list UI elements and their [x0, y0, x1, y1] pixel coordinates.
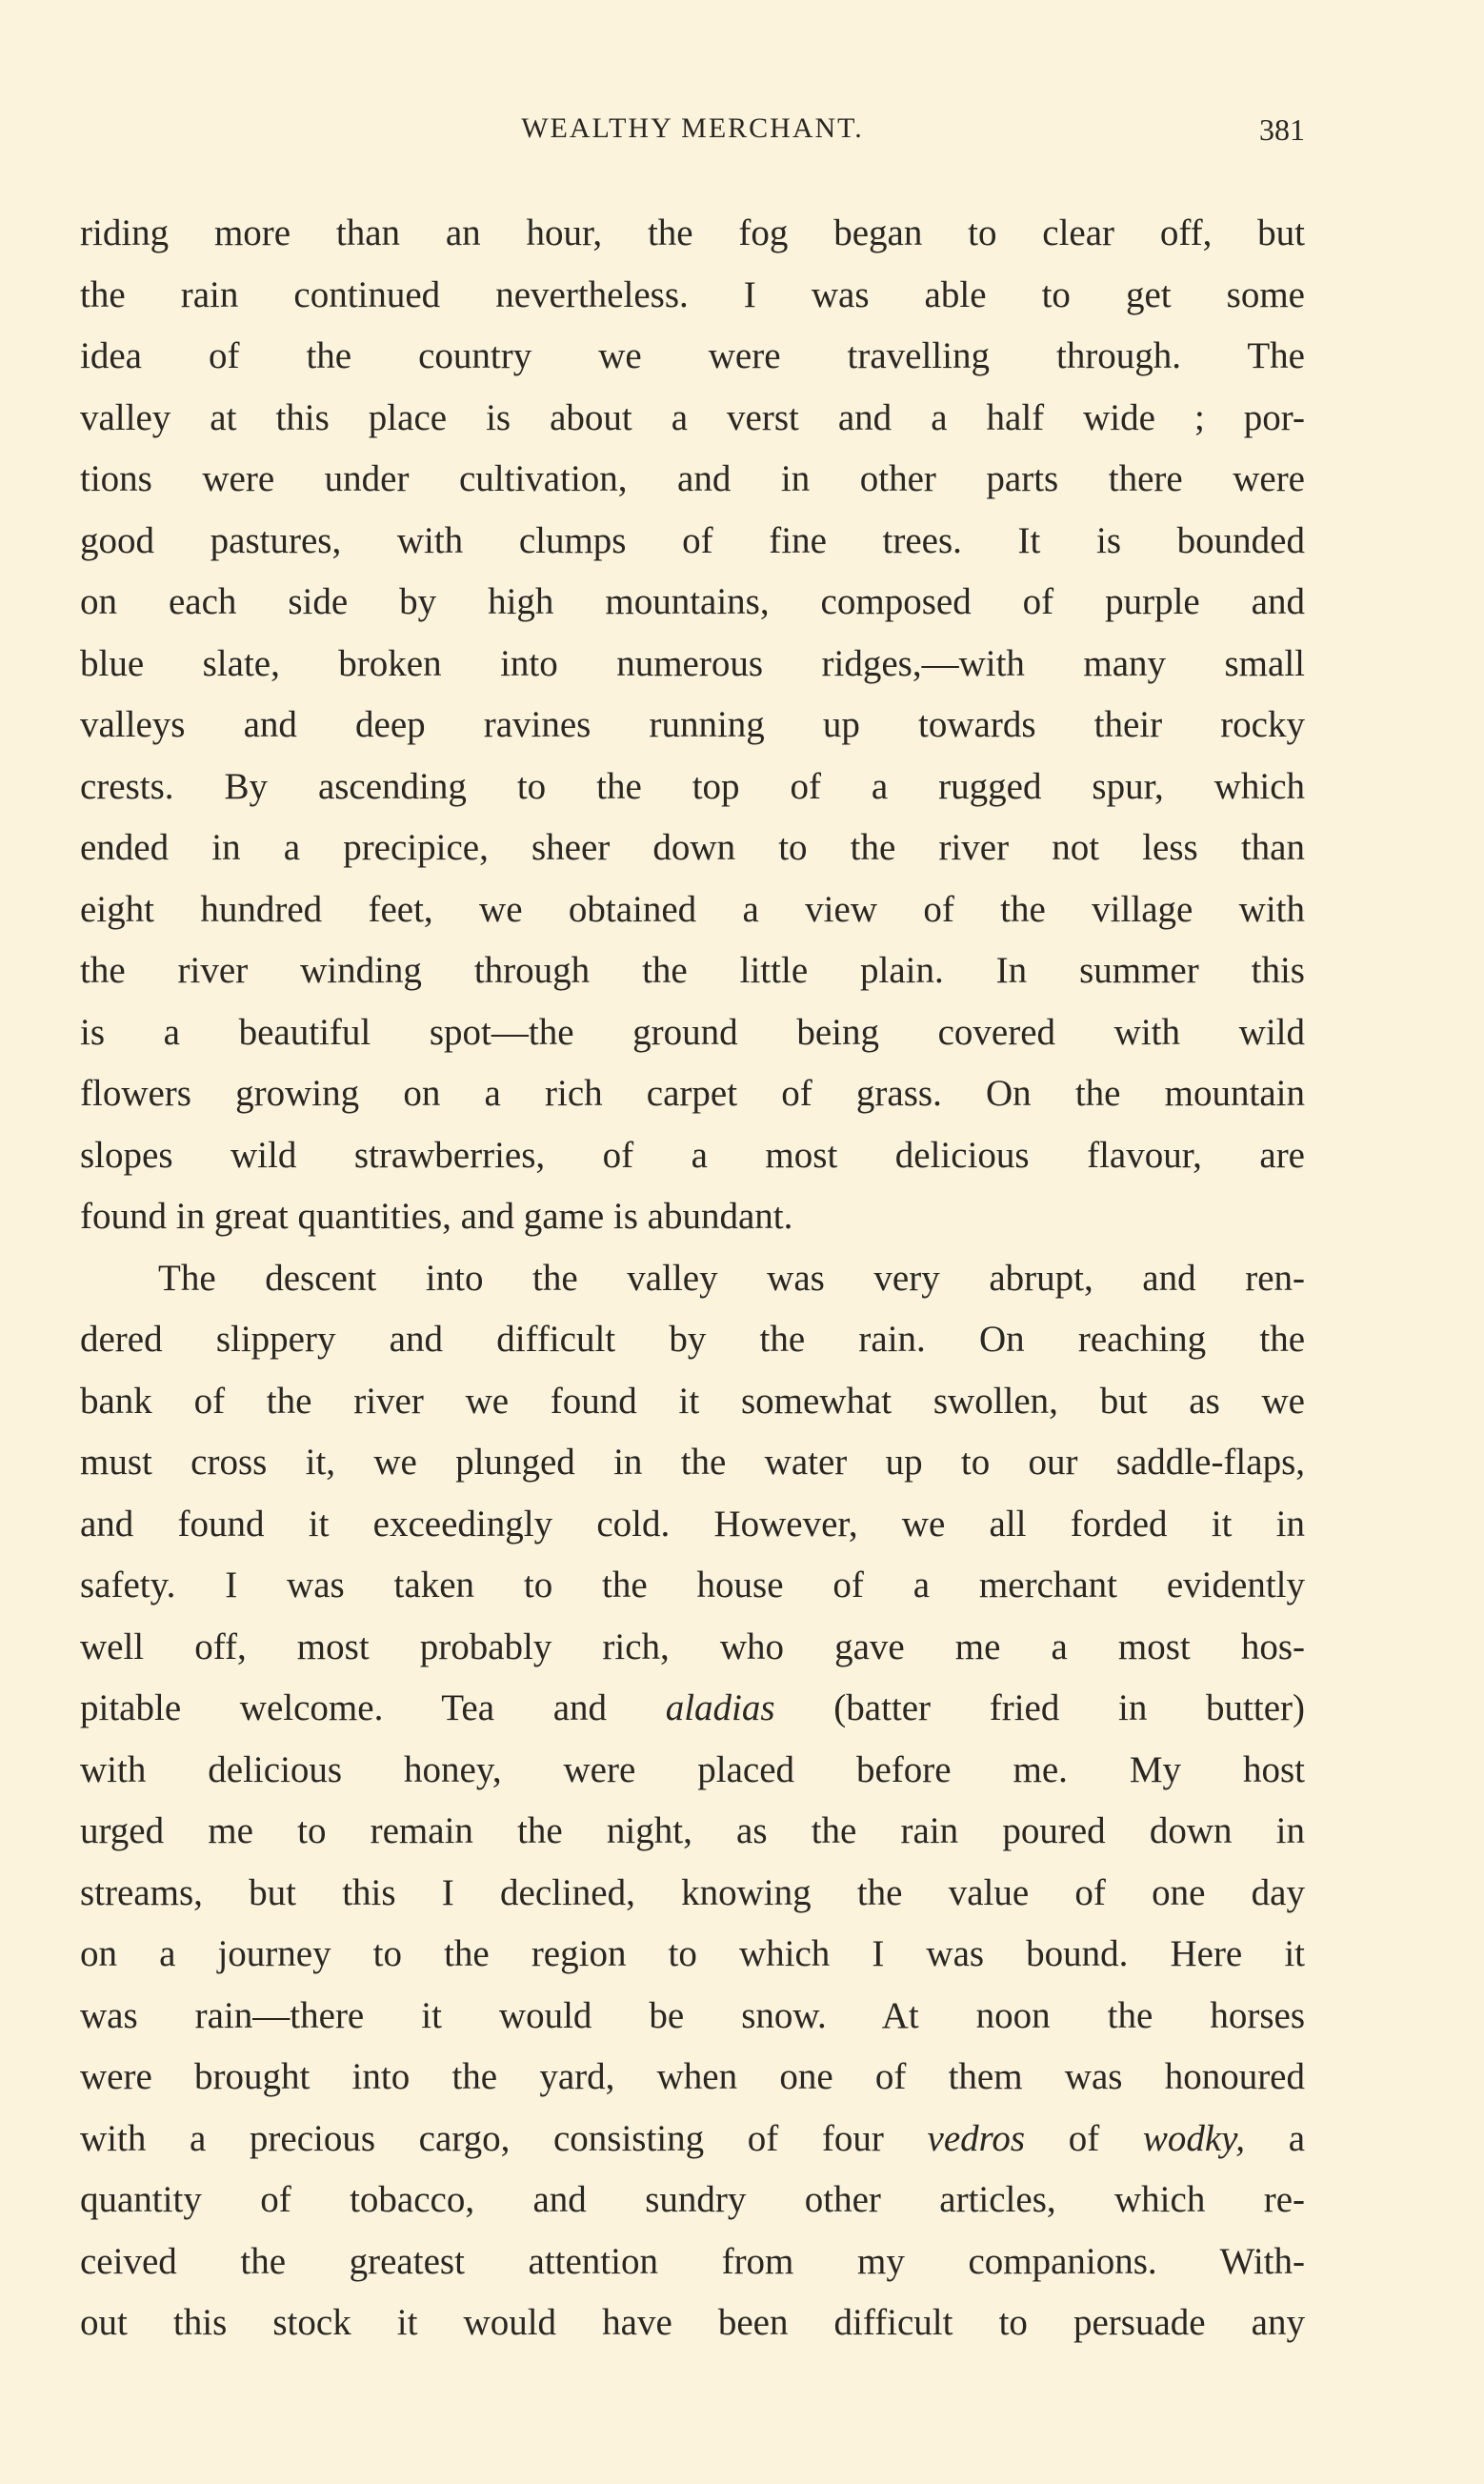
text-line: were brought into the yard, when one of them was honoured [80, 2056, 1305, 2097]
text-line: flowers growing on a rich carpet of grass. On the mountain [80, 1073, 1305, 1114]
text-line: well off, most probably rich, who gave me a most hos- [80, 1626, 1305, 1667]
text-line: must cross it, we plunged in the water up to our saddle-flaps, [80, 1442, 1305, 1483]
text-line: found in great quantities, and game is abundant. [80, 1196, 793, 1237]
body-text [80, 203, 1305, 2354]
text-line: quantity of tobacco, and sundry other articles, which re- [80, 2179, 1305, 2220]
text-line: dered slippery and difficult by the rain. On reaching the [80, 1319, 1305, 1360]
text-line [80, 1678, 1305, 1740]
text-segment: pitable welcome. Tea and [80, 1687, 608, 1728]
running-title: WEALTHY MERCHANT. [521, 112, 864, 144]
text-line: slopes wild strawberries, of a most delicious flavour, are [80, 1134, 1305, 1176]
text-line: on each side by high mountains, composed of purple and [80, 581, 1305, 622]
text-line: The descent into the valley was very abrupt, and ren- [158, 1257, 1305, 1299]
text-line: ended in a precipice, sheer down to the river not less than [80, 827, 1305, 868]
text-line: with delicious honey, were placed before me. My host [80, 1748, 1305, 1790]
text-line: out this stock it would have been difficult to persuade any [80, 2302, 1305, 2343]
page-header [80, 112, 1305, 160]
text-line: on a journey to the region to which I was bound. Here it [80, 1933, 1305, 1974]
italic-term: vedros [927, 2117, 1026, 2159]
text-segment: (batter fried in butter) [833, 1687, 1305, 1728]
text-line: is a beautiful spot—the ground being covered with wild [80, 1011, 1305, 1053]
italic-term: aladias [665, 1687, 775, 1728]
text-line: blue slate, broken into numerous ridges,—with many small [80, 642, 1305, 684]
text-segment: with a precious cargo, consisting of four [80, 2117, 884, 2159]
text-line: bank of the river we found it somewhat swollen, but as we [80, 1380, 1305, 1422]
text-line: the rain continued nevertheless. I was able to get some [80, 273, 1305, 315]
text-segment: of [1068, 2117, 1100, 2159]
text-line: riding more than an hour, the fog began to clear off, but [80, 212, 1305, 253]
text-line: idea of the country we were travelling through. The [80, 335, 1305, 376]
text-line: streams, but this I declined, knowing the value of one day [80, 1871, 1305, 1913]
text-line: and found it exceedingly cold. However, we all forded it in [80, 1503, 1305, 1545]
text-line: crests. By ascending to the top of a rugged spur, which [80, 765, 1305, 807]
text-line: good pastures, with clumps of fine trees. It is bounded [80, 519, 1305, 561]
page-number: 381 [1259, 112, 1305, 147]
text-line: valleys and deep ravines running up towards their rocky [80, 704, 1305, 745]
italic-term: wodky, [1142, 2117, 1246, 2159]
text-line: eight hundred feet, we obtained a view of the village with [80, 888, 1305, 930]
text-line [80, 2109, 1305, 2171]
text-line: was rain—there it would be snow. At noon the horses [80, 1994, 1305, 2036]
text-line: the river winding through the little plain. In summer this [80, 950, 1305, 991]
text-line: valley at this place is about a verst and a half wide ; por- [80, 396, 1305, 438]
text-segment: a [1288, 2117, 1305, 2159]
text-line: tions were under cultivation, and in other parts there were [80, 458, 1305, 499]
text-line: ceived the greatest attention from my companions. With- [80, 2240, 1305, 2282]
text-line: urged me to remain the night, as the rain poured down in [80, 1810, 1305, 1851]
text-line: safety. I was taken to the house of a merchant evidently [80, 1565, 1305, 1606]
